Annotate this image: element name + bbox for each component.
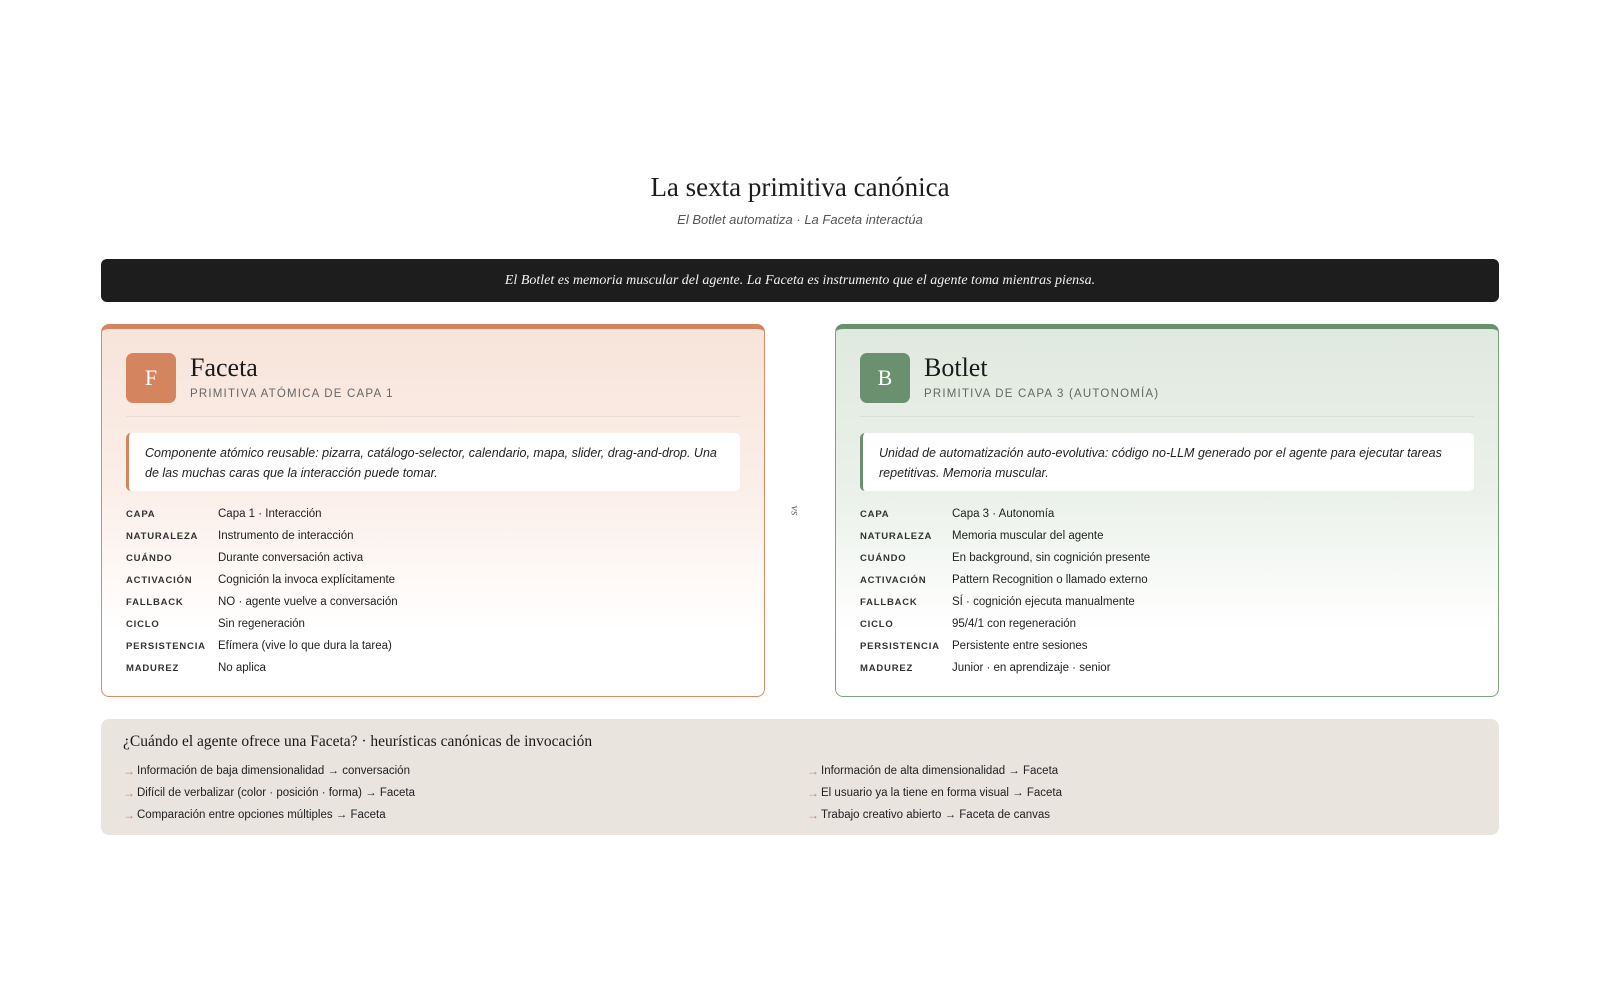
property-key: NATURALEZA (860, 530, 933, 542)
property-value: SÍ · cognición ejecuta manualmente (952, 596, 1135, 608)
property-key: NATURALEZA (126, 530, 199, 542)
arrow-right-icon: → (123, 764, 135, 778)
faceta-definition: Componente atómico reusable: pizarra, catálogo-selector, calendario, mapa, slider, drag-and-drop. Una de las muchas caras que la interacción puede tomar. (126, 433, 740, 491)
property-key: CAPA (126, 508, 156, 520)
heuristic-item (807, 760, 1062, 782)
page-subtitle: El Botlet automatiza · La Faceta interactúa (677, 212, 923, 227)
property-row (126, 591, 740, 613)
property-row (126, 635, 740, 657)
property-row (126, 547, 740, 569)
property-value: Sin regeneración (218, 618, 305, 630)
heuristic-text: Comparación entre opciones múltiples → Faceta (137, 809, 386, 821)
property-key: MADUREZ (126, 662, 180, 674)
property-row (860, 591, 1474, 613)
property-value: NO · agente vuelve a conversación (218, 596, 398, 608)
heuristics-title: ¿Cuándo el agente ofrece una Faceta? · heurísticas canónicas de invocación (123, 733, 593, 750)
property-key: MADUREZ (860, 662, 914, 674)
arrow-right-icon: → (123, 786, 135, 800)
property-value: Persistente entre sesiones (952, 640, 1088, 652)
property-value: Instrumento de interacción (218, 530, 354, 542)
property-row (860, 635, 1474, 657)
heuristic-text: Trabajo creativo abierto → Faceta de canvas (821, 809, 1051, 821)
heuristics-left-column (123, 760, 415, 826)
property-value: 95/4/1 con regeneración (952, 618, 1077, 630)
faceta-card (101, 324, 765, 697)
faceta-title: Faceta (190, 353, 258, 382)
property-row (126, 657, 740, 679)
faceta-properties (126, 503, 740, 679)
faceta-header (126, 353, 740, 417)
property-key: PERSISTENCIA (860, 640, 940, 652)
banner-text: El Botlet es memoria muscular del agente. La Faceta es instrumento que el agente toma mientras piensa. (504, 272, 1096, 288)
botlet-properties (860, 503, 1474, 679)
heuristic-item (123, 782, 415, 804)
property-row (126, 525, 740, 547)
heuristic-text: Difícil de verbalizar (color · posición · forma) → Faceta (137, 787, 415, 799)
heuristics-right-column (807, 760, 1062, 826)
property-row (126, 569, 740, 591)
property-key: CICLO (860, 618, 894, 630)
arrow-right-icon: → (123, 808, 135, 822)
property-key: FALLBACK (860, 596, 918, 608)
property-key: CICLO (126, 618, 160, 630)
heuristic-item (807, 782, 1062, 804)
heuristic-item (807, 804, 1062, 826)
property-value: Pattern Recognition o llamado externo (952, 574, 1148, 586)
property-value: Memoria muscular del agente (952, 530, 1104, 542)
arrow-right-icon: → (807, 764, 819, 778)
botlet-card (835, 324, 1499, 697)
property-value: Efímera (vive lo que dura la tarea) (218, 640, 392, 652)
botlet-definition: Unidad de automatización auto-evolutiva: código no-LLM generado por el agente para ejecutar tareas repetitivas. Memoria muscular. (860, 433, 1474, 491)
heuristic-item (123, 760, 415, 782)
property-row (860, 503, 1474, 525)
botlet-header (860, 353, 1474, 417)
property-key: PERSISTENCIA (126, 640, 206, 652)
heuristic-text: Información de baja dimensionalidad → conversación (137, 765, 410, 777)
quote-banner (101, 259, 1499, 302)
property-key: ACTIVACIÓN (860, 574, 927, 586)
heuristics-panel (101, 719, 1499, 835)
property-row (860, 525, 1474, 547)
property-value: No aplica (218, 662, 266, 674)
botlet-kicker: PRIMITIVA DE CAPA 3 (AUTONOMÍA) (924, 388, 1160, 400)
botlet-badge: B (860, 353, 910, 403)
heuristic-text: Información de alta dimensionalidad → Faceta (821, 765, 1059, 777)
property-row (860, 547, 1474, 569)
property-key: FALLBACK (126, 596, 184, 608)
page-title: La sexta primitiva canónica (650, 172, 950, 202)
faceta-badge: F (126, 353, 176, 403)
faceta-kicker: PRIMITIVA ATÓMICA DE CAPA 1 (190, 388, 394, 400)
property-key: CUÁNDO (126, 552, 173, 564)
property-key: ACTIVACIÓN (126, 574, 193, 586)
property-value: Durante conversación activa (218, 552, 364, 564)
property-key: CUÁNDO (860, 552, 907, 564)
property-value: En background, sin cognición presente (952, 552, 1151, 564)
property-row (860, 657, 1474, 679)
botlet-title: Botlet (924, 353, 988, 382)
arrow-right-icon: → (807, 786, 819, 800)
arrow-right-icon: → (807, 808, 819, 822)
property-value: Junior · en aprendizaje · senior (952, 662, 1111, 674)
heuristic-text: El usuario ya la tiene en forma visual → Faceta (821, 787, 1062, 799)
property-value: Capa 3 · Autonomía (952, 508, 1055, 520)
property-value: Cognición la invoca explícitamente (218, 574, 396, 586)
vs-label: vs (788, 505, 803, 516)
property-row (860, 613, 1474, 635)
property-row (126, 503, 740, 525)
heuristic-item (123, 804, 415, 826)
property-row (860, 569, 1474, 591)
property-value: Capa 1 · Interacción (218, 508, 322, 520)
property-key: CAPA (860, 508, 890, 520)
property-row (126, 613, 740, 635)
